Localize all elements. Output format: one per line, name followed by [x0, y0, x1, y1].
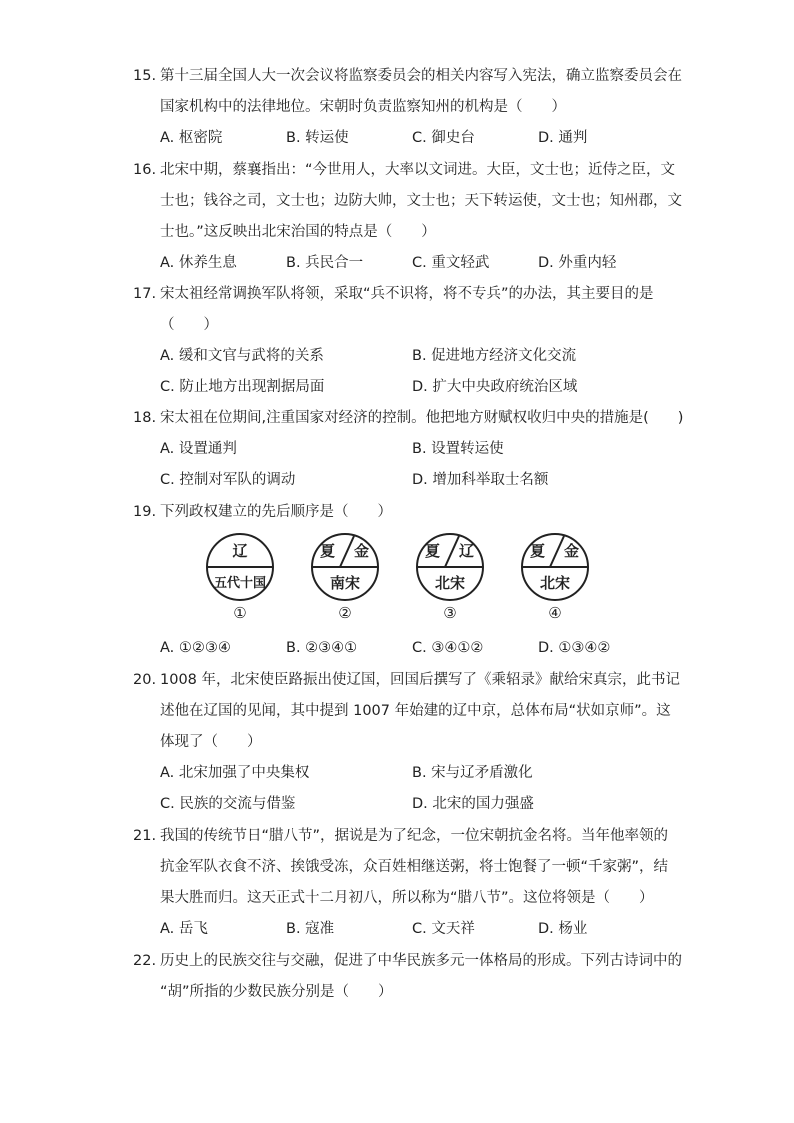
question-16-line-2: 士也；钱谷之司，文士也；边防大帅，文士也；天下转运使，文士也；知州郡，文	[160, 193, 682, 209]
question-21-line-2: 抗金军队衣食不济、挨饿受冻，众百姓相继送粥，将士饱餐了一顿“千家粥”，结	[160, 859, 669, 875]
question-17-option-b[interactable]: B. 促进地方经济文化交流	[412, 348, 577, 364]
question-17-option-a[interactable]: A. 缓和文官与武将的关系	[160, 348, 324, 364]
regime-circle-3-bottom: 北宋	[434, 574, 465, 592]
regime-circle-4-label: ④	[548, 604, 562, 622]
question-17-line-2: （ ）	[160, 317, 218, 333]
question-18-option-c[interactable]: C. 控制对军队的调动	[160, 472, 296, 488]
question-17-number: 17.	[133, 286, 157, 302]
question-20-line-2: 述他在辽国的见闻，其中提到 1007 年始建的辽中京，总体布局“状如京师”。这	[160, 703, 671, 719]
question-19-option-b[interactable]: B. ②③④①	[286, 640, 358, 656]
question-16-number: 16.	[133, 162, 157, 178]
regime-circle-4	[520, 532, 590, 602]
question-21-option-c[interactable]: C. 文天祥	[412, 921, 475, 937]
question-18-line-1: 宋太祖在位期间,注重国家对经济的控制。他把地方财赋权收归中央的措施是( )	[160, 410, 684, 426]
regime-circle-1-bottom: 五代十国	[213, 576, 266, 591]
question-18-option-b[interactable]: B. 设置转运使	[412, 441, 504, 457]
question-19-option-d[interactable]: D. ①③④②	[538, 640, 611, 656]
question-15-option-a[interactable]: A. 枢密院	[160, 130, 223, 146]
question-16-option-a[interactable]: A. 休养生息	[160, 255, 237, 271]
question-22-number: 22.	[133, 953, 157, 969]
question-22-line-1: 历史上的民族交往与交融，促进了中华民族多元一体格局的形成。下列古诗词中的	[160, 953, 682, 969]
question-19-line-1: 下列政权建立的先后顺序是（ ）	[160, 504, 392, 520]
question-17-option-d[interactable]: D. 扩大中央政府统治区域	[412, 379, 578, 395]
question-21-option-d[interactable]: D. 杨业	[538, 921, 588, 937]
question-21-number: 21.	[133, 828, 157, 844]
question-17-option-c[interactable]: C. 防止地方出现割据局面	[160, 379, 325, 395]
question-21-option-a[interactable]: A. 岳飞	[160, 921, 208, 937]
regime-circle-2-label: ②	[338, 604, 352, 622]
question-16-line-3: 士也。”这反映出北宋治国的特点是（ ）	[160, 224, 436, 240]
question-20-line-3: 体现了（ ）	[160, 734, 262, 750]
question-20-number: 20.	[133, 672, 157, 688]
regime-circle-3-top-right: 辽	[459, 542, 475, 560]
regime-circle-3	[415, 532, 485, 602]
question-15-line-1: 第十三届全国人大一次会议将监察委员会的相关内容写入宪法，确立监察委员会在	[160, 68, 682, 84]
question-15-option-b[interactable]: B. 转运使	[286, 130, 349, 146]
question-16-option-c[interactable]: C. 重文轻武	[412, 255, 490, 271]
question-21-option-b[interactable]: B. 寇准	[286, 921, 335, 937]
question-18-option-a[interactable]: A. 设置通判	[160, 441, 237, 457]
question-17-line-1: 宋太祖经常调换军队将领，采取“兵不识将，将不专兵”的办法，其主要目的是	[160, 286, 654, 302]
question-15-option-c[interactable]: C. 御史台	[412, 130, 475, 146]
question-19-option-c[interactable]: C. ③④①②	[412, 640, 484, 656]
regime-circle-4-top-right: 金	[564, 542, 580, 560]
question-22-line-2: “胡”所指的少数民族分别是（ ）	[160, 984, 393, 1000]
question-15-line-2: 国家机构中的法律地位。宋朝时负责监察知州的机构是（ ）	[160, 99, 566, 115]
question-20-option-a[interactable]: A. 北宋加强了中央集权	[160, 765, 310, 781]
question-19-option-a[interactable]: A. ①②③④	[160, 640, 231, 656]
regime-circle-1-label: ①	[233, 604, 247, 622]
question-19-number: 19.	[133, 504, 157, 520]
regime-diagram	[200, 532, 595, 628]
question-15-option-d[interactable]: D. 通判	[538, 130, 588, 146]
regime-circle-2-bottom: 南宋	[329, 574, 360, 592]
regime-circle-2-top-right: 金	[354, 542, 370, 560]
regime-circle-3-label: ③	[443, 604, 457, 622]
question-16-option-b[interactable]: B. 兵民合一	[286, 255, 364, 271]
regime-circle-4-bottom: 北宋	[539, 574, 570, 592]
question-18-option-d[interactable]: D. 增加科举取士名额	[412, 472, 549, 488]
regime-circle-1	[205, 532, 275, 602]
question-18-number: 18.	[133, 410, 157, 426]
question-20-option-c[interactable]: C. 民族的交流与借鉴	[160, 796, 296, 812]
question-20-line-1: 1008 年，北宋使臣路振出使辽国，回国后撰写了《乘轺录》献给宋真宗，此书记	[160, 672, 681, 688]
question-20-option-b[interactable]: B. 宋与辽矛盾激化	[412, 765, 533, 781]
question-15-number: 15.	[133, 68, 157, 84]
question-21-line-3: 果大胜而归。这天正式十二月初八，所以称为“腊八节”。这位将领是（ ）	[160, 890, 654, 906]
question-20-option-d[interactable]: D. 北宋的国力强盛	[412, 796, 534, 812]
question-16-option-d[interactable]: D. 外重内轻	[538, 255, 617, 271]
regime-circle-2	[310, 532, 380, 602]
question-21-line-1: 我国的传统节日“腊八节”，据说是为了纪念，一位宋朝抗金名将。当年他率领的	[160, 828, 669, 844]
regime-circle-1-top: 辽	[232, 542, 248, 560]
regime-circle-2-top-left: 夏	[320, 542, 336, 560]
question-16-line-1: 北宋中期，蔡襄指出：“今世用人，大率以文词进。大臣，文士也；近侍之臣，文	[160, 162, 676, 178]
regime-circle-4-top-left: 夏	[530, 542, 546, 560]
regime-circle-3-top-left: 夏	[425, 542, 441, 560]
